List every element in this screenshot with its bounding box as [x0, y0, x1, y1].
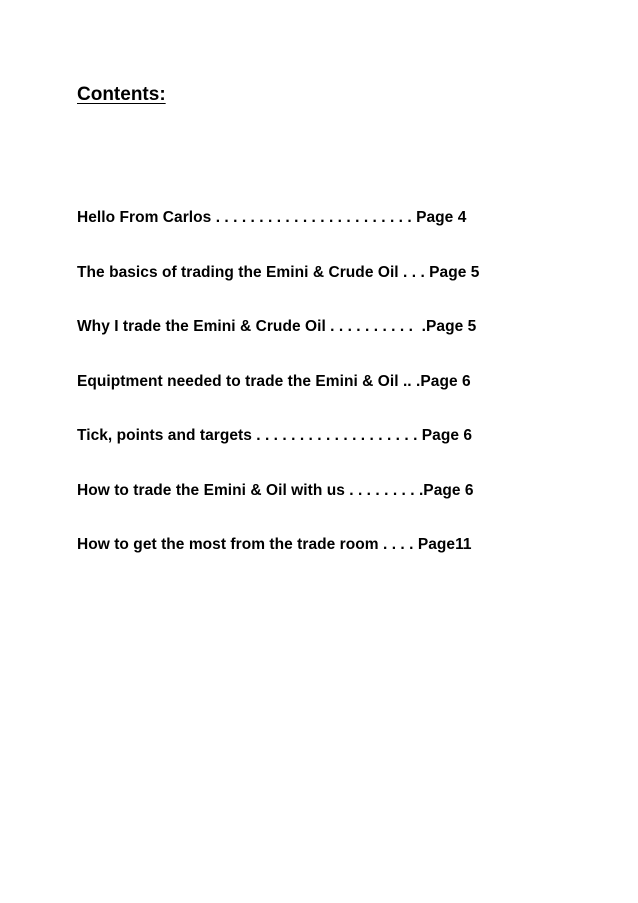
table-of-contents [77, 207, 607, 589]
contents-heading: Contents: [77, 84, 166, 105]
toc-entry-trade-room: How to get the most from the trade room . . . . Page11 [77, 536, 472, 553]
toc-entry-how-to-trade: How to trade the Emini & Oil with us . . . . . . . . .Page 6 [77, 481, 474, 499]
toc-entry-hello-from-carlos: Hello From Carlos . . . . . . . . . . . . . . . . . . . . . . . Page 4 [77, 209, 467, 226]
toc-entry-why-i-trade: Why I trade the Emini & Crude Oil . . . . . . . . . . .Page 5 [77, 318, 477, 335]
toc-entry-tick-points-targets: Tick, points and targets . . . . . . . . . . . . . . . . . . . Page 6 [77, 427, 473, 444]
toc-entry-equipment-needed: Equiptment needed to trade the Emini & Oil .. .Page 6 [77, 372, 471, 390]
toc-entry-basics-of-trading: The basics of trading the Emini & Crude Oil . . . Page 5 [77, 263, 480, 281]
